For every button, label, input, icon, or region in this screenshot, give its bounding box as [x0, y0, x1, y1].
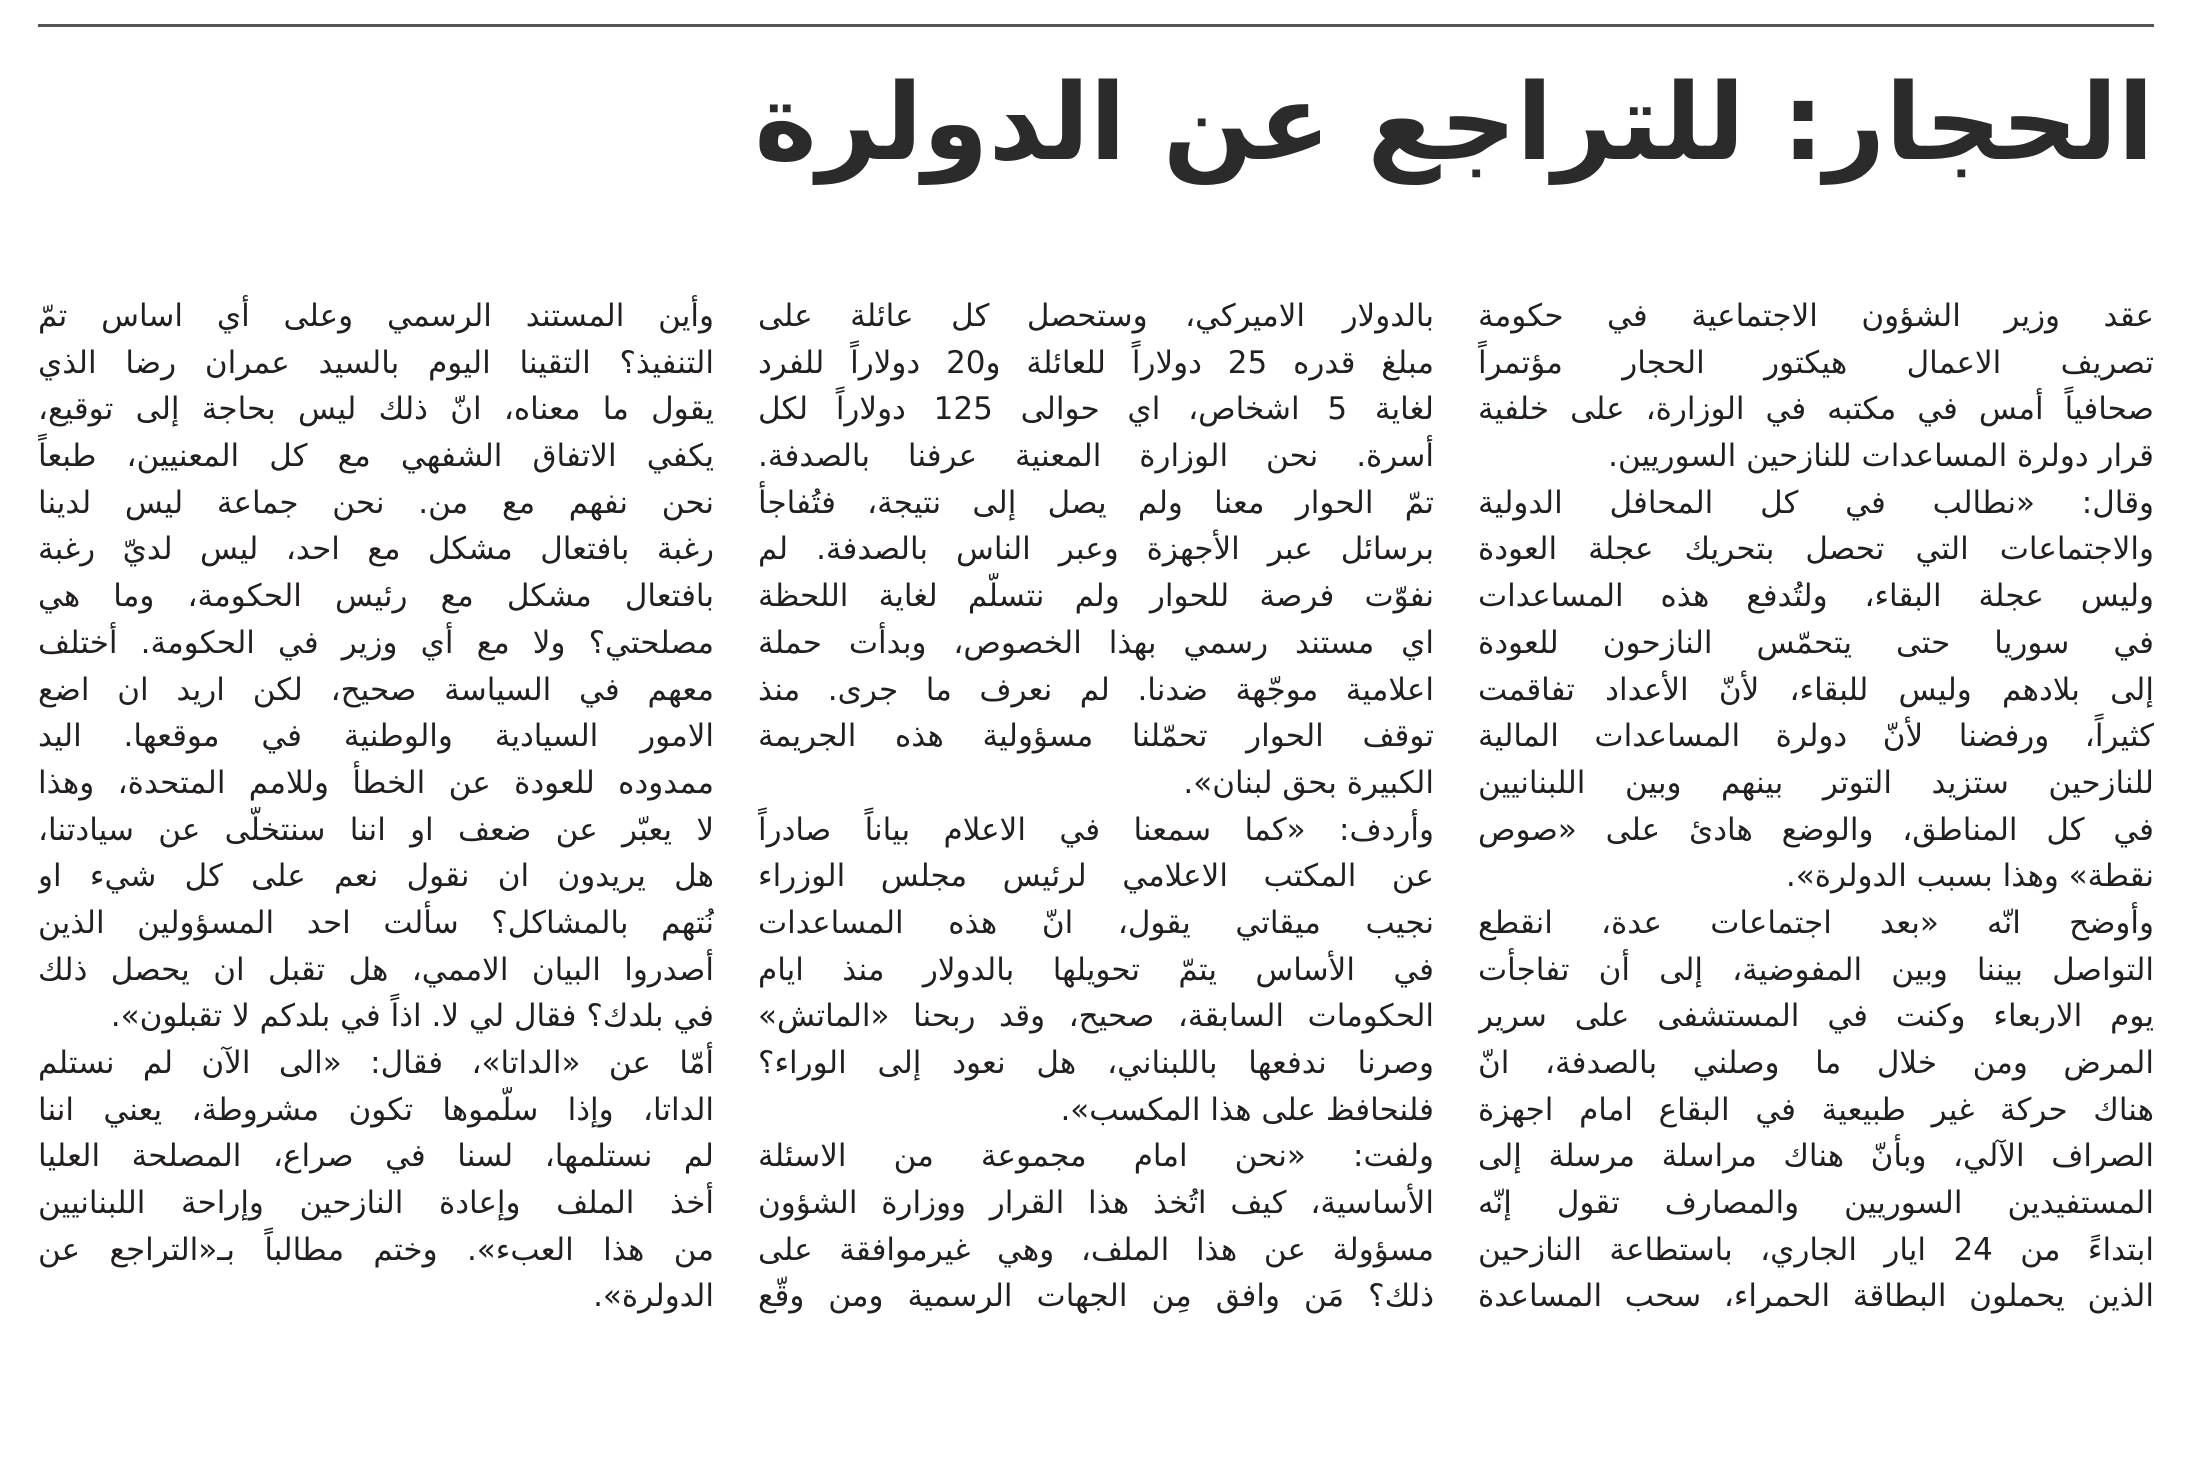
text-line: اعلامية موجّهة ضدنا. لم نعرف ما جرى. منذ	[758, 671, 1434, 708]
text-line: فلنحافظ على هذا المكسب».	[1060, 1091, 1434, 1128]
article-column-2	[758, 293, 1434, 1463]
text-line: يكفي الاتفاق الشفهي مع كل المعنيين، طبعاً	[38, 438, 714, 475]
text-line: برسائل عبر الأجهزة وعبر الناس بالصدفة. لم	[758, 531, 1434, 568]
text-line: في الأساس يتمّ تحويلها بالدولار منذ ايام	[758, 951, 1434, 988]
text-line: في سوريا حتى يتحمّس النازحون للعودة	[1478, 624, 2154, 661]
text-line: أمّا عن «الداتا»، فقال: «الى الآن لم نستلم	[38, 1045, 714, 1081]
text-line: الدولرة».	[593, 1278, 714, 1315]
text-line: الداتا، وإذا سلّموها تكون مشروطة، يعني اننا	[38, 1091, 714, 1128]
text-line: تصريف الاعمال هيكتور الحجار مؤتمراً	[1478, 344, 2154, 381]
text-line: للنازحين ستزيد التوتر بينهم وبين اللبنانيين	[1478, 764, 2154, 801]
text-line: مبلغ قدره 25 دولاراً للعائلة و20 دولاراً للفرد	[758, 344, 1434, 381]
text-line: التنفيذ؟ التقينا اليوم بالسيد عمران رضا الذي	[38, 344, 714, 381]
text-line: ذلك؟ مَن وافق مِن الجهات الرسمية ومن وقّع	[758, 1278, 1434, 1315]
text-line: اي مستند رسمي بهذا الخصوص، وبدأت حملة	[758, 624, 1434, 661]
text-line: كثيراً، ورفضنا لأنّ دولرة المساعدات المالية	[1478, 718, 2154, 755]
text-line: بافتعال مشكل مع رئيس الحكومة، وما هي	[38, 578, 714, 615]
text-line: ابتداءً من 24 ايار الجاري، باستطاعة النازحين	[1478, 1231, 2154, 1268]
text-line: وأوضح انّه «بعد اجتماعات عدة، انقطع	[1478, 904, 2154, 941]
text-line: لغاية 5 اشخاص، اي حوالى 125 دولاراً لكل	[758, 391, 1434, 428]
text-line: يوم الاربعاء وكنت في المستشفى على سرير	[1478, 998, 2154, 1035]
text-line: معهم في السياسة صحيح، لكن اريد ان اضع	[38, 671, 714, 708]
text-line: عن المكتب الاعلامي لرئيس مجلس الوزراء	[758, 858, 1434, 895]
text-line: المرض ومن خلال ما وصلني بالصدفة، انّ	[1478, 1045, 2154, 1081]
text-line: رغبة بافتعال مشكل مع احد، ليس لديّ رغبة	[38, 531, 714, 568]
article-column-1	[1478, 293, 2154, 1463]
text-line: نجيب ميقاتي يقول، انّ هذه المساعدات	[758, 904, 1434, 941]
text-line: وأين المستند الرسمي وعلى أي اساس تمّ	[38, 298, 714, 334]
text-line: ممدوده للعودة عن الخطأ وللامم المتحدة، وهذا	[38, 764, 714, 801]
text-line: نُتهم بالمشاكل؟ سألت احد المسؤولين الذين	[38, 904, 714, 941]
text-line: الصراف الآلي، وبأنّ هناك مراسلة مرسلة إلى	[1478, 1138, 2154, 1175]
text-line: التواصل بيننا وبين المفوضية، إلى أن تفاجأت	[1478, 951, 2154, 988]
text-line: وصرنا ندفعها باللبناني، هل نعود إلى الوراء؟	[758, 1045, 1434, 1081]
text-line: نحن نفهم مع من. نحن جماعة ليس لدينا	[38, 484, 714, 521]
text-line: نفوّت فرصة للحوار ولم نتسلّم لغاية اللحظة	[758, 578, 1434, 615]
text-line: لم نستلمها، لسنا في صراع، المصلحة العليا	[38, 1138, 714, 1175]
text-line: والاجتماعات التي تحصل بتحريك عجلة العودة	[1478, 531, 2154, 568]
text-line: قرار دولرة المساعدات للنازحين السوريين.	[1608, 438, 2154, 475]
text-line: الحكومات السابقة، صحيح، وقد ربحنا «الماتش»	[758, 998, 1434, 1035]
text-line: أصدروا البيان الاممي، هل تقبل ان يحصل ذلك	[38, 951, 714, 988]
text-line: وليس عجلة البقاء، ولتُدفع هذه المساعدات	[1478, 578, 2154, 615]
text-line: الذين يحملون البطاقة الحمراء، سحب المساعدة	[1478, 1278, 2154, 1315]
text-line: الكبيرة بحق لبنان».	[1183, 764, 1434, 801]
text-line: أخذ الملف وإعادة النازحين وإراحة اللبنانيين	[38, 1185, 714, 1222]
text-line: توقف الحوار تحمّلنا مسؤولية هذه الجريمة	[758, 718, 1434, 755]
text-line: المستفيدين السوريين والمصارف تقول إنّه	[1478, 1185, 2154, 1222]
text-line: في كل المناطق، والوضع هادئ على «صوص	[1478, 811, 2154, 848]
text-line: أسرة. نحن الوزارة المعنية عرفنا بالصدفة.	[758, 438, 1434, 475]
text-line: يقول ما معناه، انّ ذلك ليس بحاجة إلى توقيع،	[38, 391, 714, 428]
text-line: ولفت: «نحن امام مجموعة من الاسئلة	[758, 1138, 1434, 1175]
text-line: هناك حركة غير طبيعية في البقاع امام اجهزة	[1478, 1091, 2154, 1128]
article-column-3	[38, 293, 714, 1463]
text-line: نقطة» وهذا بسبب الدولرة».	[1785, 858, 2154, 895]
text-line: وأردف: «كما سمعنا في الاعلام بياناً صادراً	[758, 811, 1434, 848]
text-line: بالدولار الاميركي، وستحصل كل عائلة على	[758, 298, 1434, 334]
text-line: لا يعبّر عن ضعف او اننا سنتخلّى عن سيادتنا،	[38, 811, 714, 848]
text-line: هل يريدون ان نقول نعم على كل شيء او	[38, 858, 714, 895]
headline: الحجار: للتراجع عن الدولرة	[754, 61, 2154, 184]
text-line: مصلحتي؟ ولا مع أي وزير في الحكومة. أختلف	[38, 624, 714, 661]
top-rule	[38, 24, 2154, 27]
text-line: إلى بلادهم وليس للبقاء، لأنّ الأعداد تفاقمت	[1478, 671, 2154, 708]
text-line: عقد وزير الشؤون الاجتماعية في حكومة	[1478, 298, 2154, 334]
text-line: صحافياً أمس في مكتبه في الوزارة، على خلفية	[1478, 391, 2154, 428]
text-line: الأساسية، كيف اتُخذ هذا القرار ووزارة الشؤون	[758, 1185, 1434, 1222]
text-line: وقال: «نطالب في كل المحافل الدولية	[1478, 484, 2154, 521]
text-line: في بلدك؟ فقال لي لا. اذاً في بلدكم لا تقبلون».	[110, 998, 714, 1035]
text-line: من هذا العبء». وختم مطالباً بـ«التراجع عن	[38, 1231, 714, 1268]
text-line: مسؤولة عن هذا الملف، وهي غيرموافقة على	[758, 1231, 1434, 1268]
text-line: تمّ الحوار معنا ولم يصل إلى نتيجة، فتُفاجأ	[758, 484, 1434, 521]
text-line: الامور السيادية والوطنية في موقعها. اليد	[38, 718, 714, 755]
